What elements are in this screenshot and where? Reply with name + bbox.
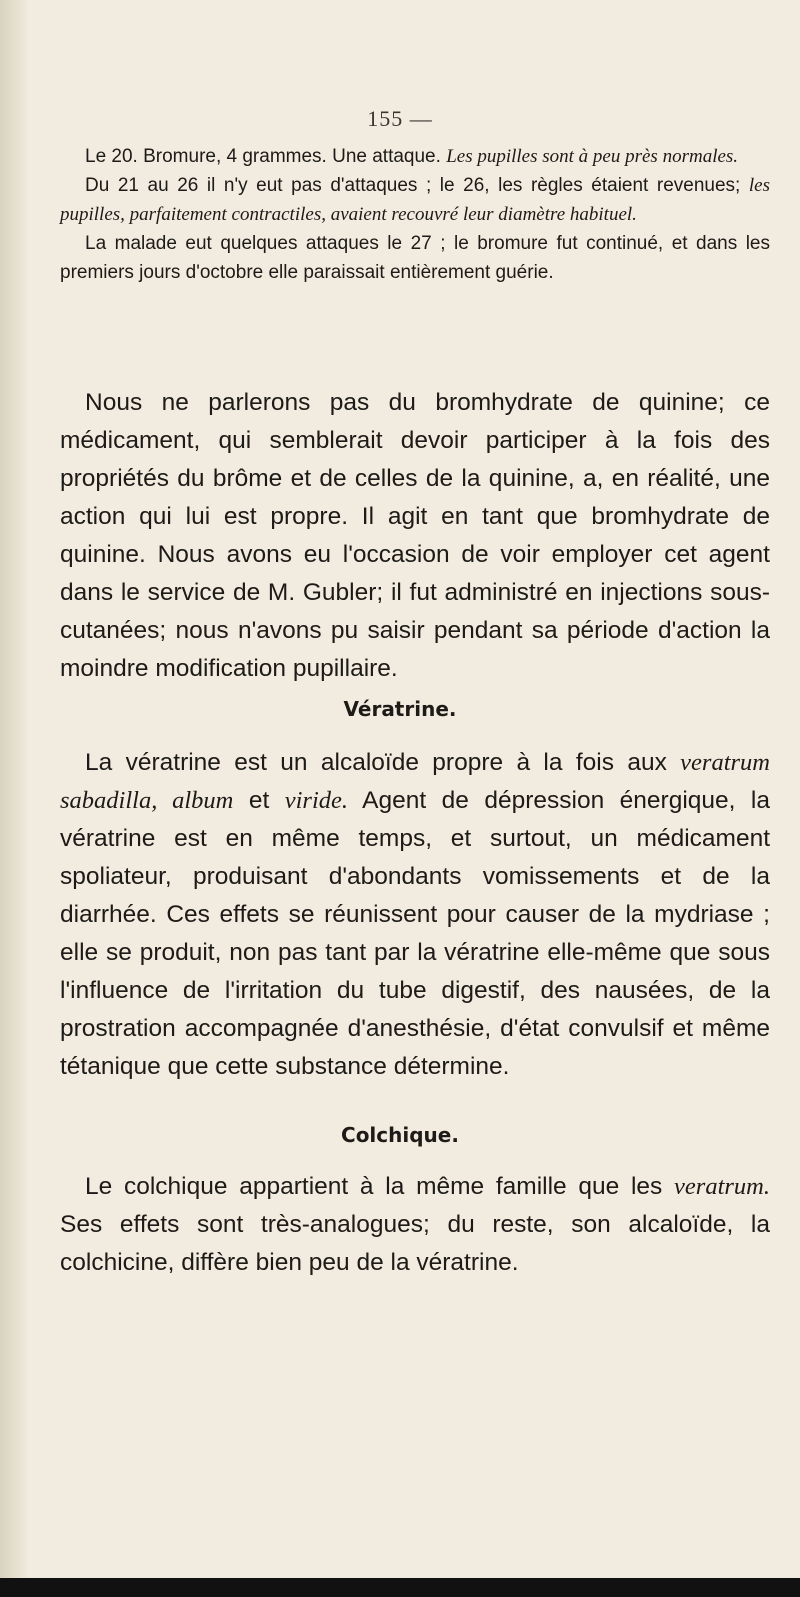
veratrine-section — [60, 744, 770, 1086]
case-note-day-20 — [60, 142, 770, 171]
case-note-text: Le 20. Bromure, 4 grammes. Une attaque. — [85, 146, 447, 167]
bromhydrate-section — [60, 384, 770, 688]
body-text: Agent de dépression énergique, la vératrine est en même temps, et surtout, un médicament spoliateur, produisant d'abondants vomissements et de la diarrhée. Ces effets se réunissent pour causer de la mydriase ; elle se produit, non pas tant par la vératrine elle-même que sous l'influence de l'irritation du tube digestif, des nausées, de la prostration accompagnée d'anesthésie, d'état convulsif et même tétanique que cette substance détermine. — [60, 787, 770, 1080]
bromhydrate-paragraph: Nous ne parlerons pas du bromhydrate de quinine; ce médicament, qui semblerait devoir participer à la fois des propriétés du brôme et de celles de la quinine, a, en réalité, une action qui lui est propre. Il agit en tant que bromhydrate de quinine. Nous avons eu l'occasion de voir employer cet agent dans le service de M. Gubler; il fut administré en injections sous-cutanées; nous n'avons pu saisir pendant sa période d'action la moindre modification pupillaire. — [60, 389, 770, 682]
page-edge-shadow — [0, 0, 30, 1597]
colchique-heading: Colchique. — [341, 1123, 459, 1147]
species-italic: viride. — [284, 787, 349, 814]
page-number: 155 — — [367, 106, 433, 131]
genus-italic: veratrum. — [674, 1173, 770, 1200]
body-text: La vératrine est un alcaloïde propre à la fois aux — [85, 749, 681, 776]
body-text: Le colchique appartient à la même famille que les — [85, 1173, 675, 1200]
species-italic: veratrum sabadilla, album — [60, 749, 770, 814]
veratrine-heading: Vératrine. — [343, 697, 457, 721]
colchique-paragraph — [60, 1168, 770, 1282]
scan-bottom-edge — [0, 1578, 800, 1597]
case-note-day-27: La malade eut quelques attaques le 27 ; le bromure fut continué, et dans les premiers jours d'octobre elle paraissait entièrement guérie. — [60, 233, 770, 283]
veratrine-paragraph — [60, 744, 770, 1086]
case-note-italic: Les pupilles sont à peu près normales. — [446, 146, 739, 167]
body-text: Ses effets sont très-analogues; du reste, son alcaloïde, la colchicine, diffère bien peu de la vératrine. — [60, 1211, 770, 1276]
case-note-text: Du 21 au 26 il n'y eut pas d'attaques ; le 26, les règles étaient revenues; — [85, 175, 749, 196]
colchique-section — [60, 1168, 770, 1282]
case-notes — [60, 142, 770, 287]
case-note-italic: les pupilles, parfaitement contractiles, avaient recouvré leur diamètre habituel. — [60, 175, 770, 225]
body-text: et — [233, 787, 285, 814]
case-note-day-21 — [60, 171, 770, 229]
